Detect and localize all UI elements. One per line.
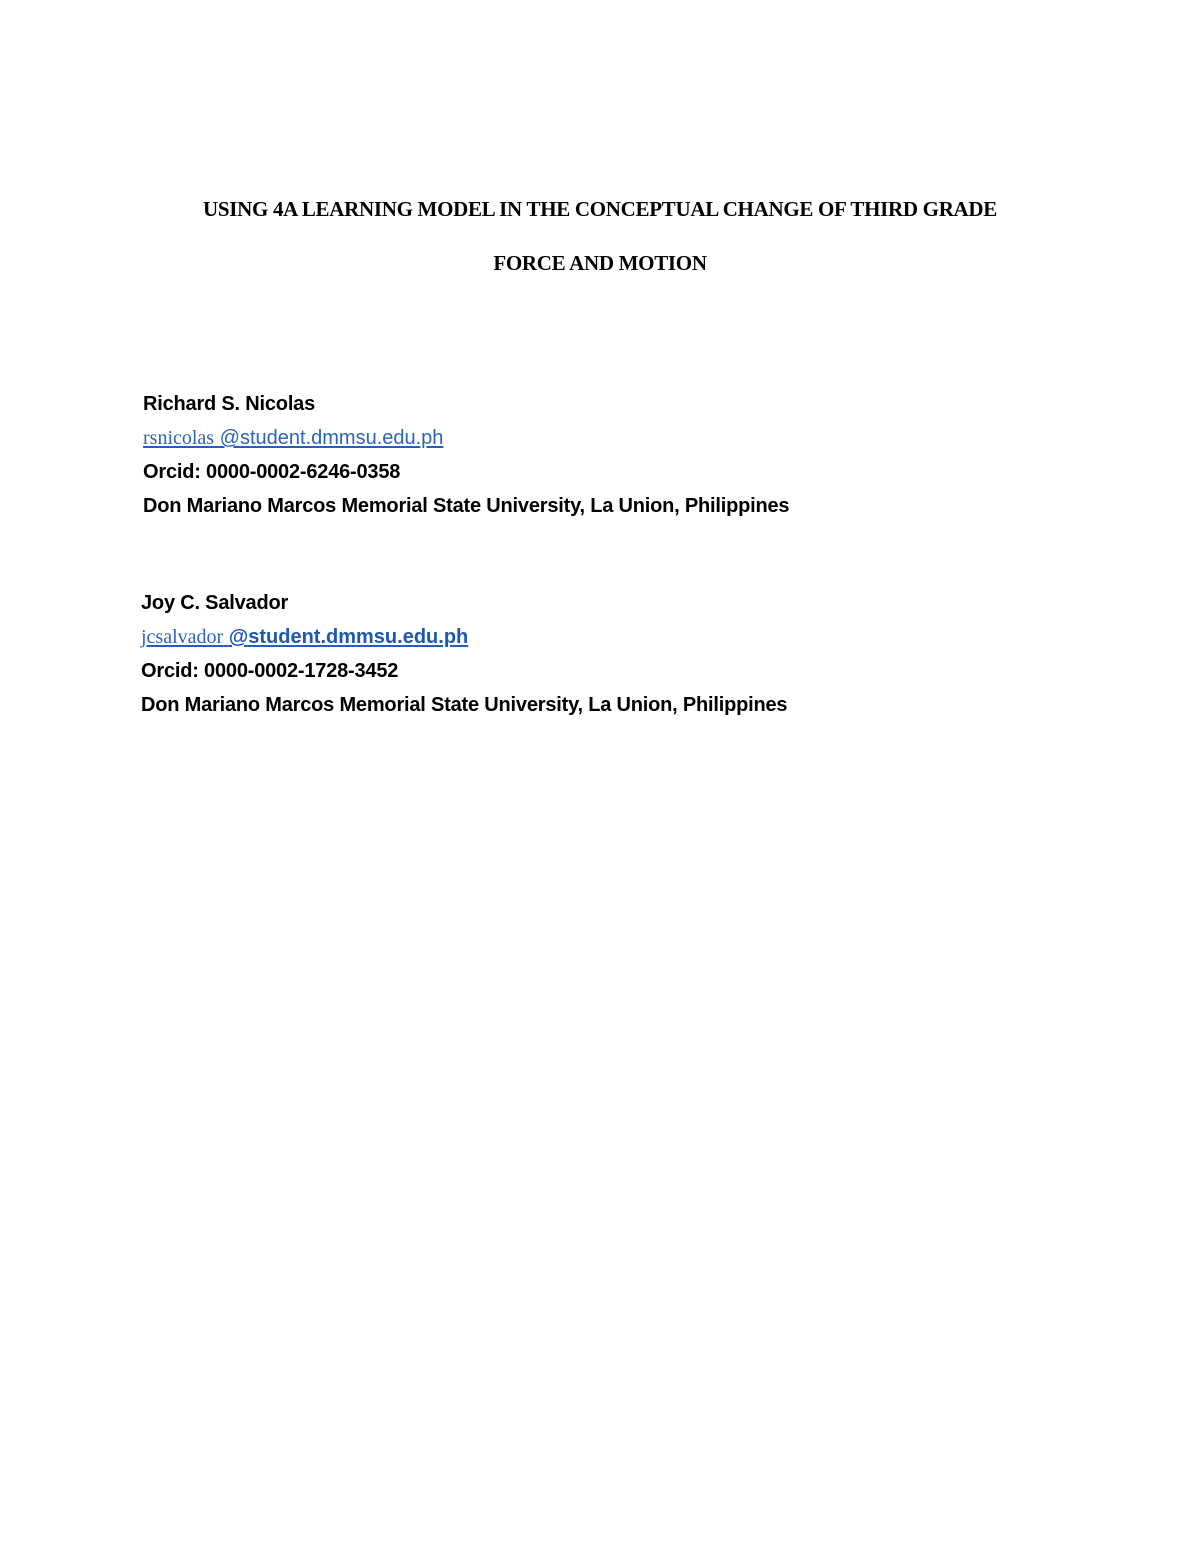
author-affiliation: Don Mariano Marcos Memorial State University, La Union, Philippines bbox=[141, 694, 788, 716]
author-block-2 bbox=[141, 586, 787, 722]
author-email-link[interactable] bbox=[141, 620, 787, 654]
author-name: Richard S. Nicolas bbox=[143, 393, 316, 415]
author-email-link[interactable] bbox=[143, 421, 789, 455]
author-block-1 bbox=[143, 387, 789, 523]
author-affiliation: Don Mariano Marcos Memorial State University, La Union, Philippines bbox=[143, 495, 790, 517]
email-domain: @student.dmmsu.edu.ph bbox=[219, 427, 444, 449]
author-orcid: Orcid: 0000-0002-1728-3452 bbox=[141, 660, 399, 682]
email-domain: @student.dmmsu.edu.ph bbox=[228, 626, 469, 648]
author-orcid: Orcid: 0000-0002-6246-0358 bbox=[143, 461, 401, 483]
email-user: rsnicolas bbox=[143, 427, 215, 449]
paper-title-line-1: USING 4A LEARNING MODEL IN THE CONCEPTUAL CHANGE OF THIRD GRADE bbox=[203, 197, 997, 221]
paper-title-line-2: FORCE AND MOTION bbox=[493, 251, 707, 275]
email-user: jcsalvador bbox=[141, 626, 224, 648]
author-name: Joy C. Salvador bbox=[141, 592, 289, 614]
